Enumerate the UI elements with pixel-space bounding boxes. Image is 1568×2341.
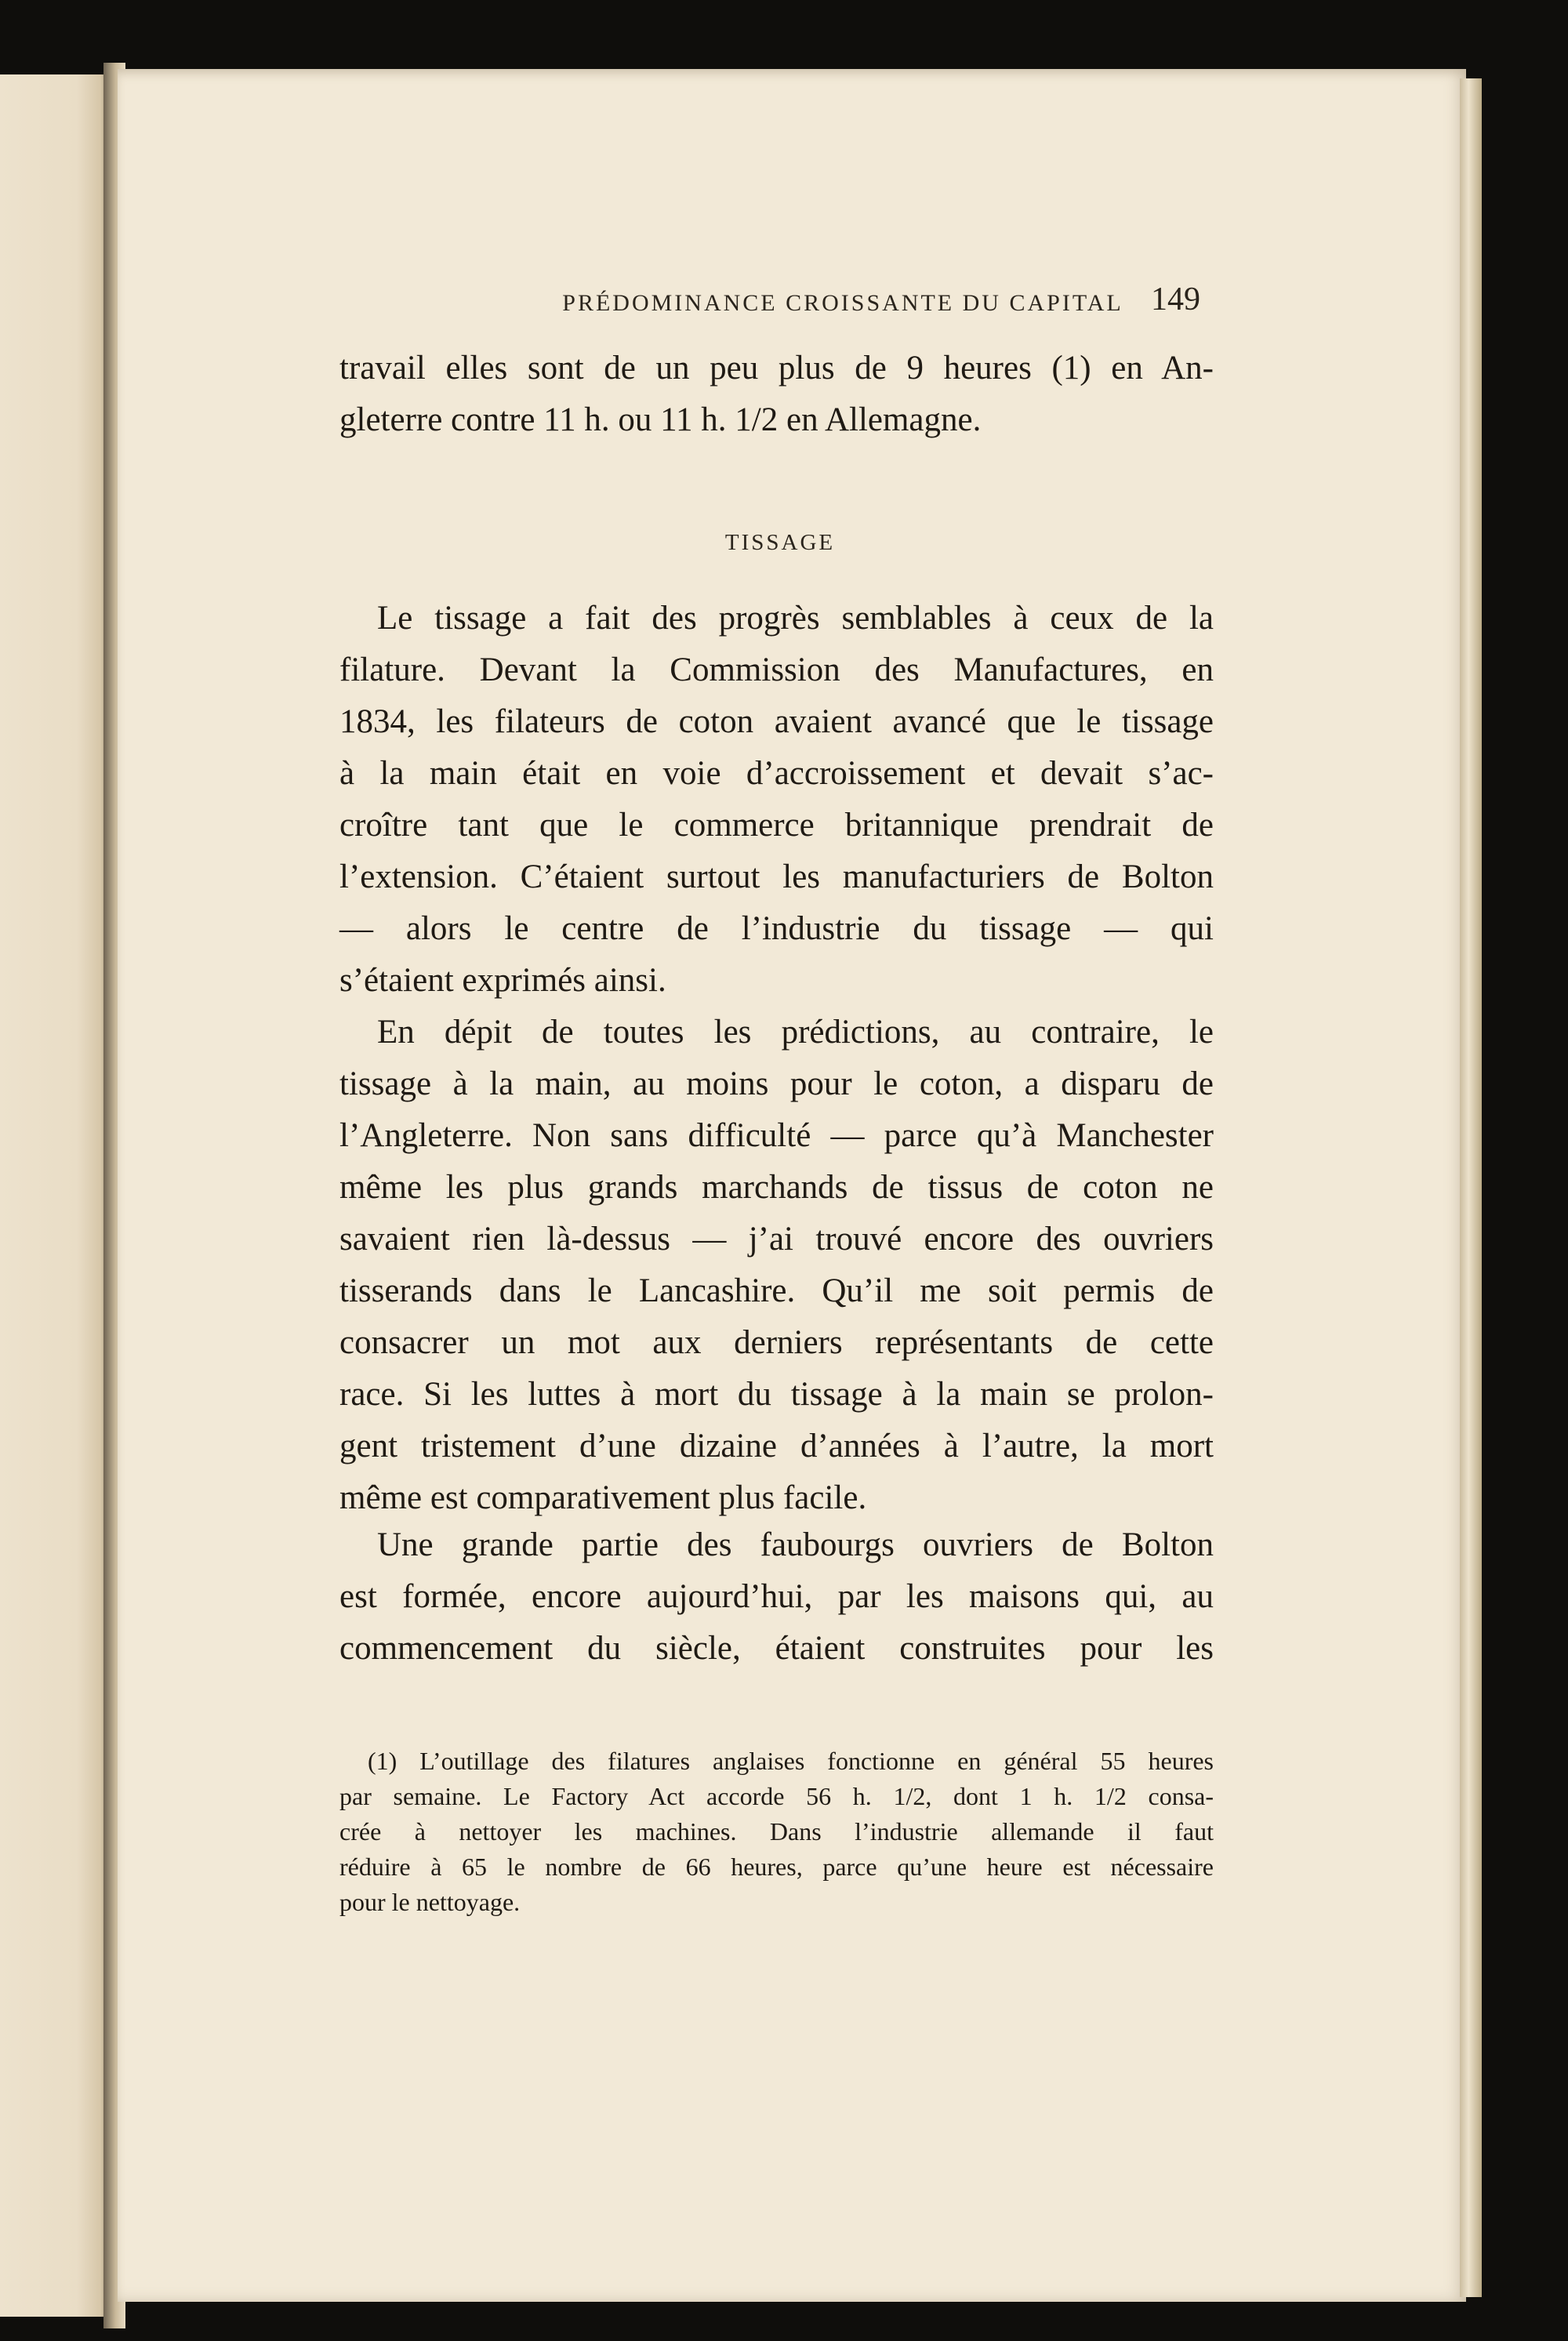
footnote-line: pour le nettoyage.	[339, 1888, 521, 1916]
text-line: à la main était en voie d’accroissement et devait s’ac-	[339, 755, 1214, 792]
text-line: même est comparativement plus facile.	[339, 1479, 867, 1516]
footnote-line: crée à nettoyer les machines. Dans l’industrie allemande il faut	[339, 1817, 1214, 1846]
text-line: gent tristement d’une dizaine d’années à l’autre, la mort	[339, 1428, 1214, 1464]
text-line: 1834, les filateurs de coton avaient avancé que le tissage	[339, 703, 1214, 740]
footnote-line: réduire à 65 le nombre de 66 heures, parce qu’une heure est nécessaire	[339, 1853, 1214, 1881]
page-header	[118, 281, 1466, 328]
text-line: filature. Devant la Commission des Manufactures, en	[339, 651, 1214, 688]
text-line: En dépit de toutes les prédictions, au contraire, le	[377, 1014, 1214, 1051]
section-title: TISSAGE	[724, 530, 836, 555]
text-line: race. Si les luttes à mort du tissage à la main se prolon-	[339, 1376, 1214, 1413]
text-line: — alors le centre de l’industrie du tissage — qui	[339, 910, 1214, 947]
text-line: commencement du siècle, étaient construites pour les	[339, 1630, 1214, 1667]
text-line: l’Angleterre. Non sans difficulté — parce qu’à Manchester	[339, 1117, 1214, 1154]
text-line: est formée, encore aujourd’hui, par les maisons qui, au	[339, 1578, 1214, 1615]
footnote-line: par semaine. Le Factory Act accorde 56 h. 1/2, dont 1 h. 1/2 consa-	[339, 1782, 1214, 1810]
paragraph-2	[339, 1007, 1214, 1524]
paragraph-3	[339, 1519, 1214, 1675]
text-line: croître tant que le commerce britannique prendrait de	[339, 807, 1214, 844]
paragraph-1	[339, 593, 1214, 1007]
page-number: 149	[1151, 281, 1200, 318]
text-line: tisserands dans le Lancashire. Qu’il me soit permis de	[339, 1272, 1214, 1309]
text-line: consacrer un mot aux derniers représentants de cette	[339, 1324, 1214, 1361]
previous-page-edge	[0, 74, 110, 2317]
text-line: Une grande partie des faubourgs ouvriers de Bolton	[377, 1526, 1214, 1563]
footnote	[339, 1744, 1214, 1920]
text-line: Le tissage a fait des progrès semblables à ceux de la	[377, 600, 1214, 637]
text-line: travail elles sont de un peu plus de 9 heures (1) en An-	[339, 350, 1214, 387]
intro-text	[339, 343, 1214, 446]
running-head: PRÉDOMINANCE CROISSANTE DU CAPITAL	[562, 290, 1123, 316]
text-line: savaient rien là-dessus — j’ai trouvé encore des ouvriers	[339, 1221, 1214, 1258]
text-line: s’étaient exprimés ainsi.	[339, 962, 666, 999]
page-edge-stack	[1460, 78, 1482, 2297]
footnote-line: (1) L’outillage des filatures anglaises fonctionne en général 55 heures	[368, 1747, 1214, 1775]
text-line: gleterre contre 11 h. ou 11 h. 1/2 en Allemagne.	[339, 401, 982, 438]
text-line: même les plus grands marchands de tissus de coton ne	[339, 1169, 1214, 1206]
text-line: l’extension. C’étaient surtout les manufacturiers de Bolton	[339, 858, 1214, 895]
text-line: tissage à la main, au moins pour le coton, a disparu de	[339, 1065, 1214, 1102]
